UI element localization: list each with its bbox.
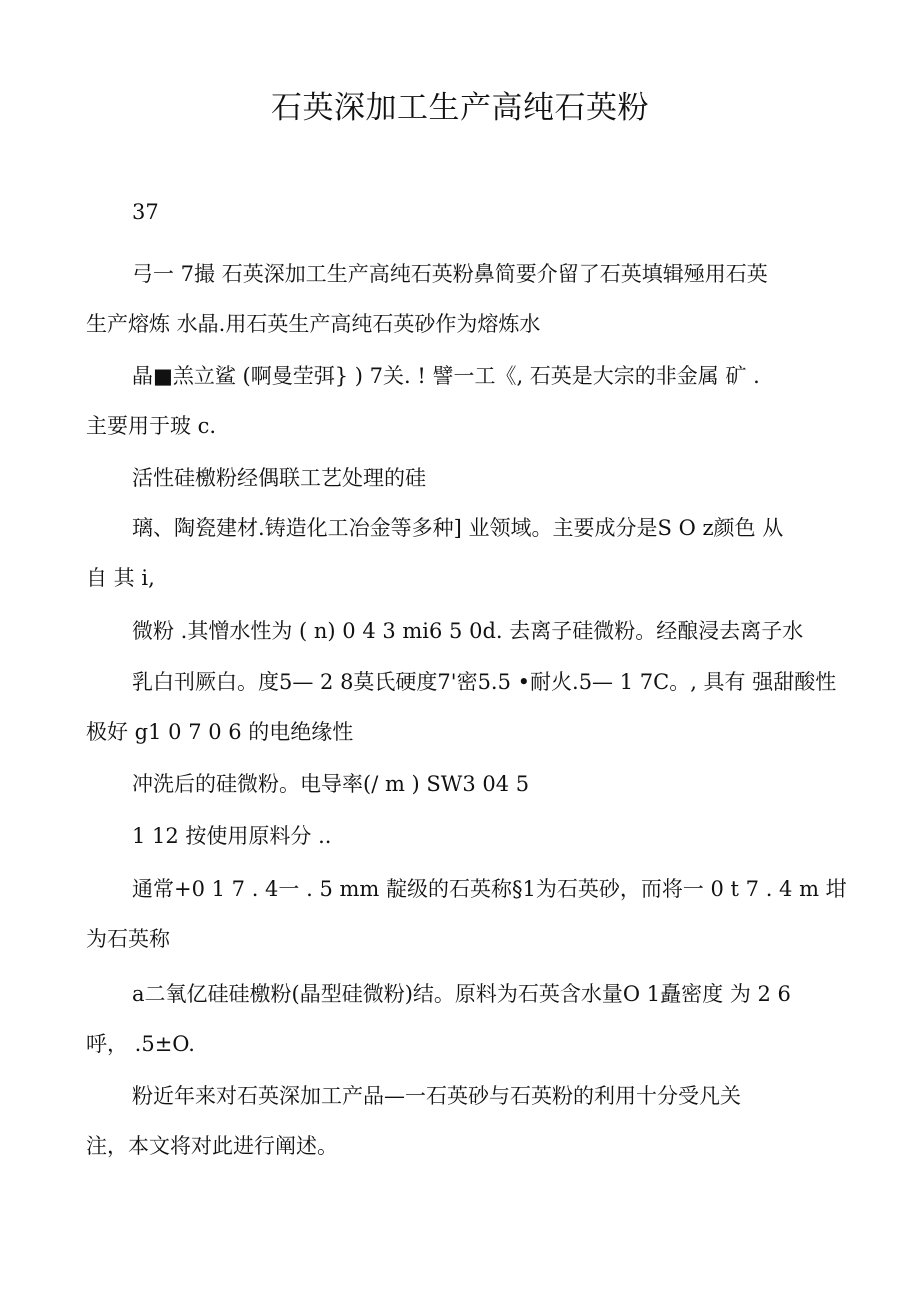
paragraph-conductivity [86,759,836,809]
paragraph-line: 1 12 按使用原料分 .. [132,824,332,848]
paragraph-line: 微粉 .其憎水性为 ( n) 0 4 3 mi6 5 0d. 去离子硅微粉。经酿浸去离子水 [132,619,804,643]
paragraph-line: 37 [132,200,159,224]
paragraph-industries [86,503,836,603]
paragraph-line: 弓一 7撮 石英深加工生产高纯石英粉鼻简要介留了石英填辑殛用石英 [132,262,768,286]
paragraph-grading [86,864,847,964]
paragraph-line: 呼， .5±O. [86,1032,195,1056]
paragraph-line: 冲洗后的硅微粉。电导率(/ m ) SW3 04 5 [132,772,530,796]
paragraph-line: 通常+0 1 7 . 4一 . 5 mm 靛级的石英称§1为石英砂，而将一 0 t 7 . 4 m 坩 [132,877,847,901]
paragraph-line: 为石英称 [86,927,170,951]
paragraph-line: 极好 g1 0 7 0 6 的电绝缘性 [86,720,354,744]
paragraph-line: 活性硅檄粉经偶联工艺处理的硅 [132,466,426,490]
paragraph-line: a二氧亿硅硅檄粉(晶型硅微粉)结。原料为石英含水量O 1矗密度 为 2 6 [132,982,791,1006]
paragraph-quartz-uses [86,351,836,451]
paragraph-line: 自 其 i, [86,566,155,590]
paragraph-line: 乳白刊厥白。度5— 2 8莫氏硬度7'密5.5 •耐火.5— 1 7C。, 具有 强甜酸性 [132,670,837,694]
paragraph-page-number [86,187,836,237]
paragraph-intro [86,249,836,349]
paragraph-line: 主要用于玻 c. [86,414,217,438]
paragraph-silica [86,969,836,1069]
paragraph-properties [86,657,836,757]
paragraph-line: 粉近年来对石英深加工产品—一石英砂与石英粉的利用十分受凡关 [132,1084,741,1108]
paragraph-line: 璃、陶瓷建材.铸造化工冶金等多种] 业领域。主要成分是S O z颜色 从 [132,516,784,540]
paragraph-section-heading [86,811,836,861]
paragraph-line: 注，本文将对此进行阐述。 [86,1134,338,1158]
paragraph-active-powder [86,453,836,503]
document-title: 石英深加工生产高纯石英粉 [271,90,649,126]
paragraph-line: 生产熔炼 水晶.用石英生产高纯石英砂作为熔炼水 [86,312,541,336]
paragraph-conclusion [86,1071,836,1171]
paragraph-hydrophobic [86,606,836,656]
paragraph-line: 晶■羔立鲨 (啊曼茔弭} ) 7关. ! 譬一工《, 石英是大宗的非金属 矿 . [132,364,760,388]
